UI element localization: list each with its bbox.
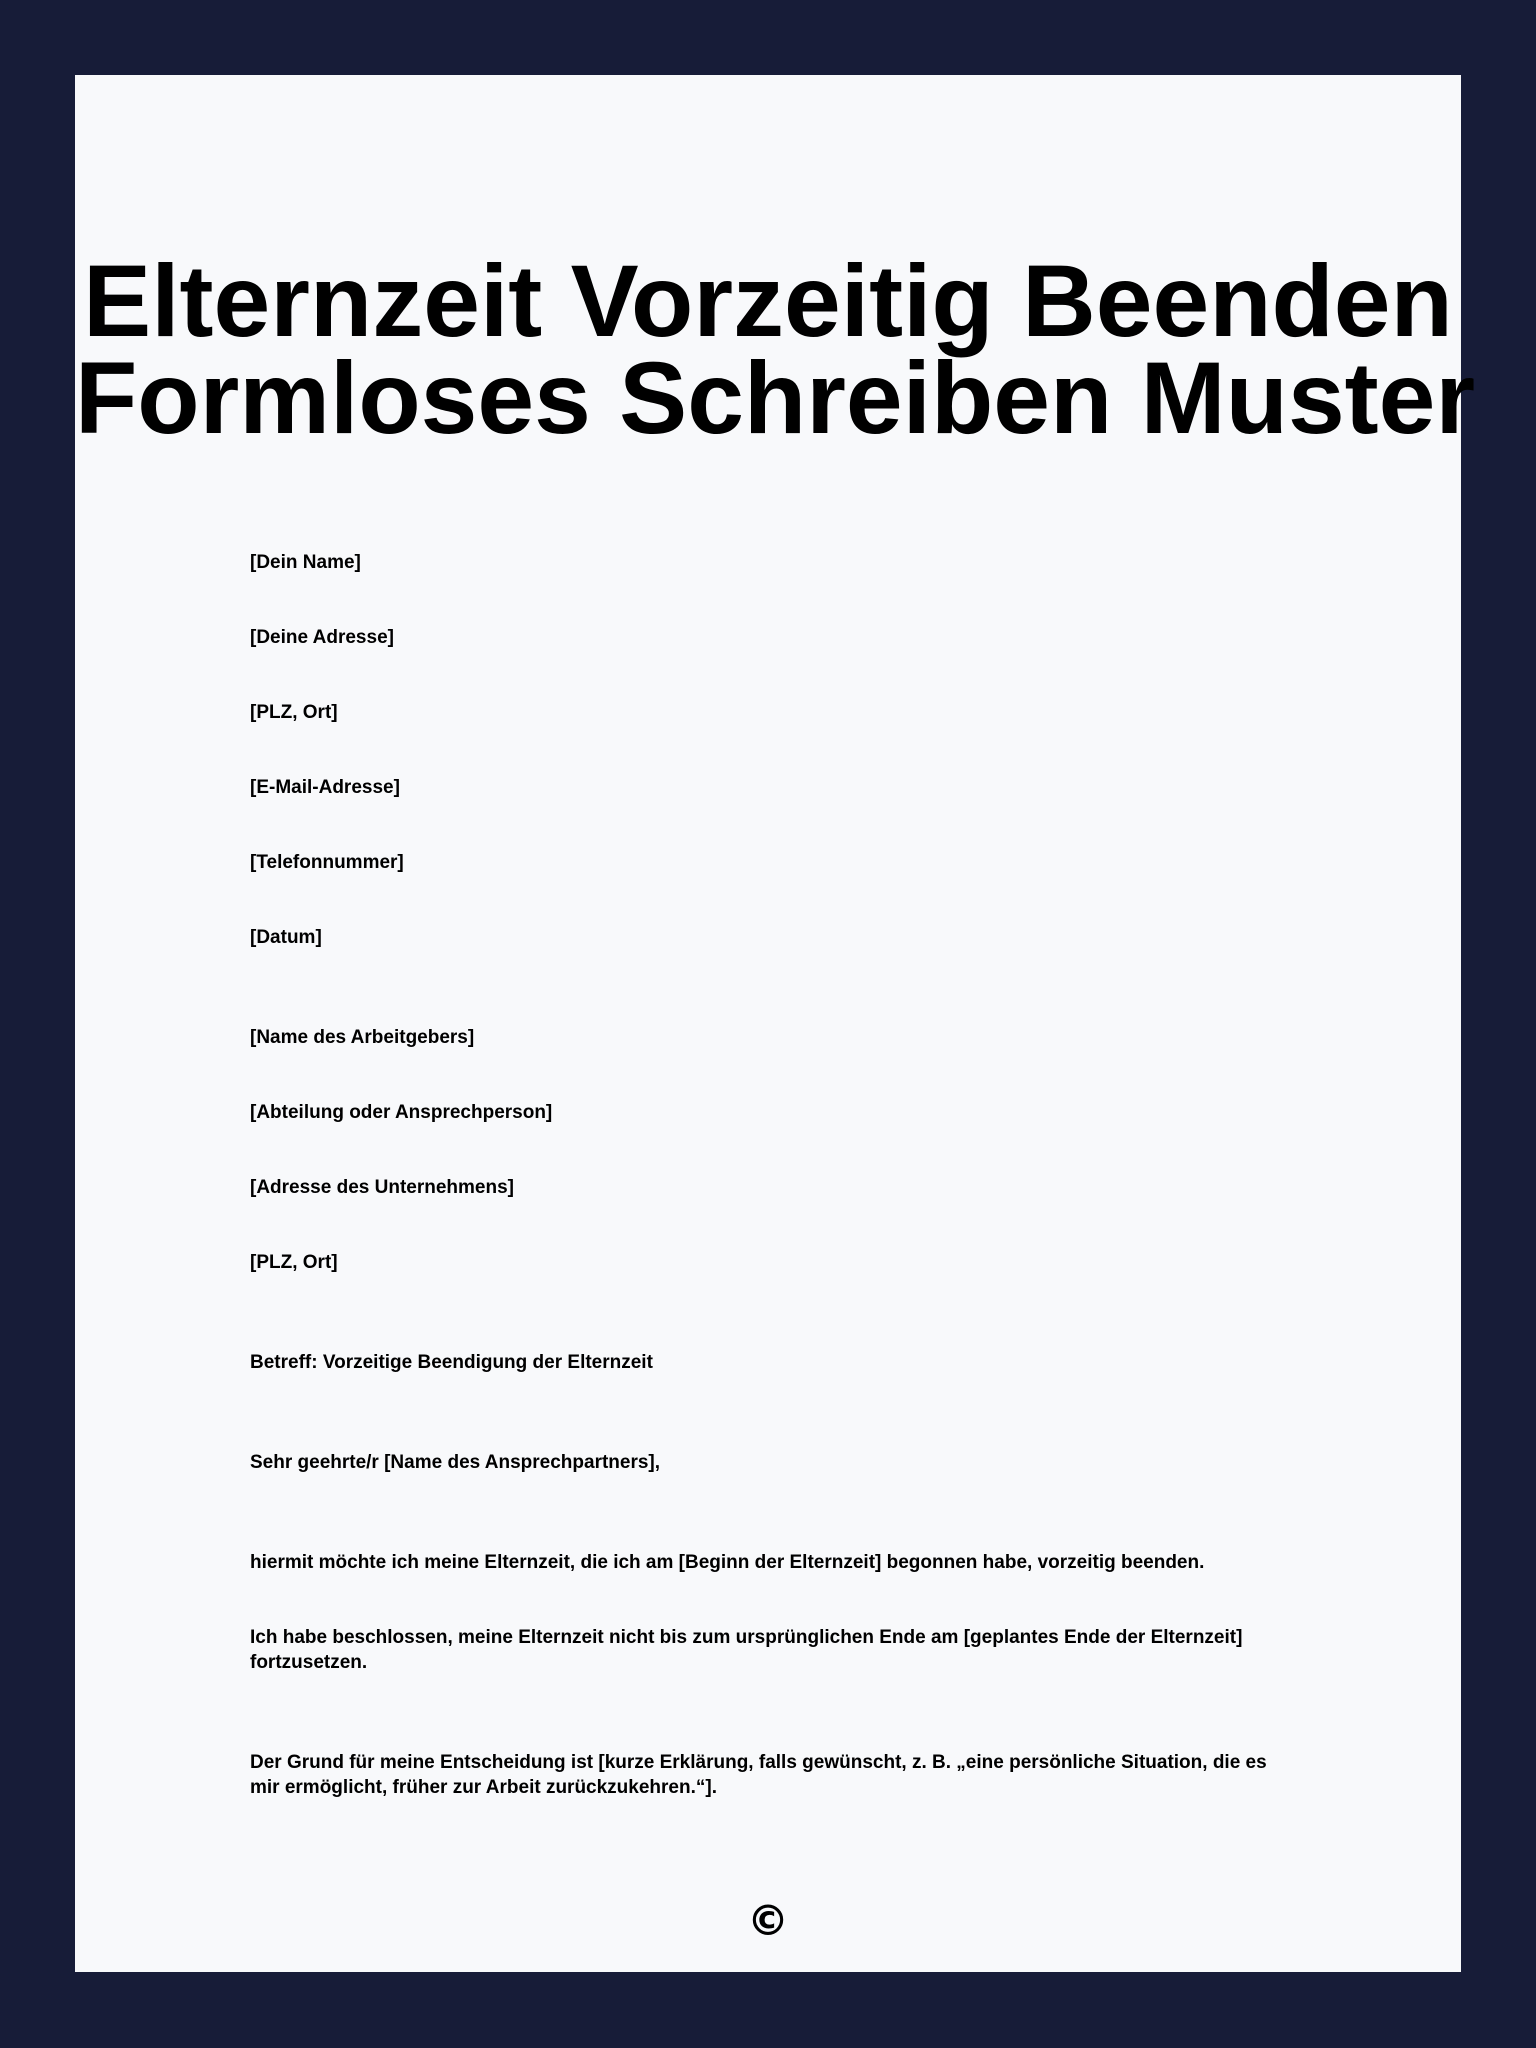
sender-phone: [Telefonnummer] (250, 852, 404, 873)
letter-date: [Datum] (250, 927, 322, 948)
letter-paragraph: hiermit möchte ich meine Elternzeit, die ich am [Beginn der Elternzeit] begonnen habe, vorzeitig beenden. (250, 1552, 1205, 1573)
sender-zip-city: [PLZ, Ort] (250, 702, 338, 723)
recipient-zip-city: [PLZ, Ort] (250, 1252, 338, 1273)
sender-name: [Dein Name] (250, 552, 361, 573)
document-page (75, 75, 1476, 1972)
sender-address: [Deine Adresse] (250, 627, 394, 648)
title-line-1: Elternzeit Vorzeitig Beenden (83, 244, 1453, 358)
letter-paragraph: Der Grund für meine Entscheidung ist [kurze Erklärung, falls gewünscht, z. B. „eine persönliche Situation, die es mir ermöglicht, früher zur Arbeit zurückzukehren.“]. (250, 1752, 1267, 1798)
letter-subject: Betreff: Vorzeitige Beendigung der Elternzeit (250, 1352, 653, 1373)
recipient-department: [Abteilung oder Ansprechperson] (250, 1102, 553, 1123)
recipient-employer: [Name des Arbeitgebers] (250, 1027, 475, 1048)
sender-email: [E-Mail-Adresse] (250, 777, 400, 798)
letter-salutation: Sehr geehrte/r [Name des Ansprechpartners], (250, 1452, 661, 1473)
letter-paragraph: Ich habe beschlossen, meine Elternzeit nicht bis zum ursprünglichen Ende am [geplantes Ende der Elternzeit] fortzusetzen. (250, 1627, 1243, 1673)
title-line-2: Formloses Schreiben Muster (75, 341, 1476, 455)
document-title (75, 244, 1476, 455)
copyright-icon: © (747, 1896, 789, 1945)
recipient-company-address: [Adresse des Unternehmens] (250, 1177, 514, 1198)
